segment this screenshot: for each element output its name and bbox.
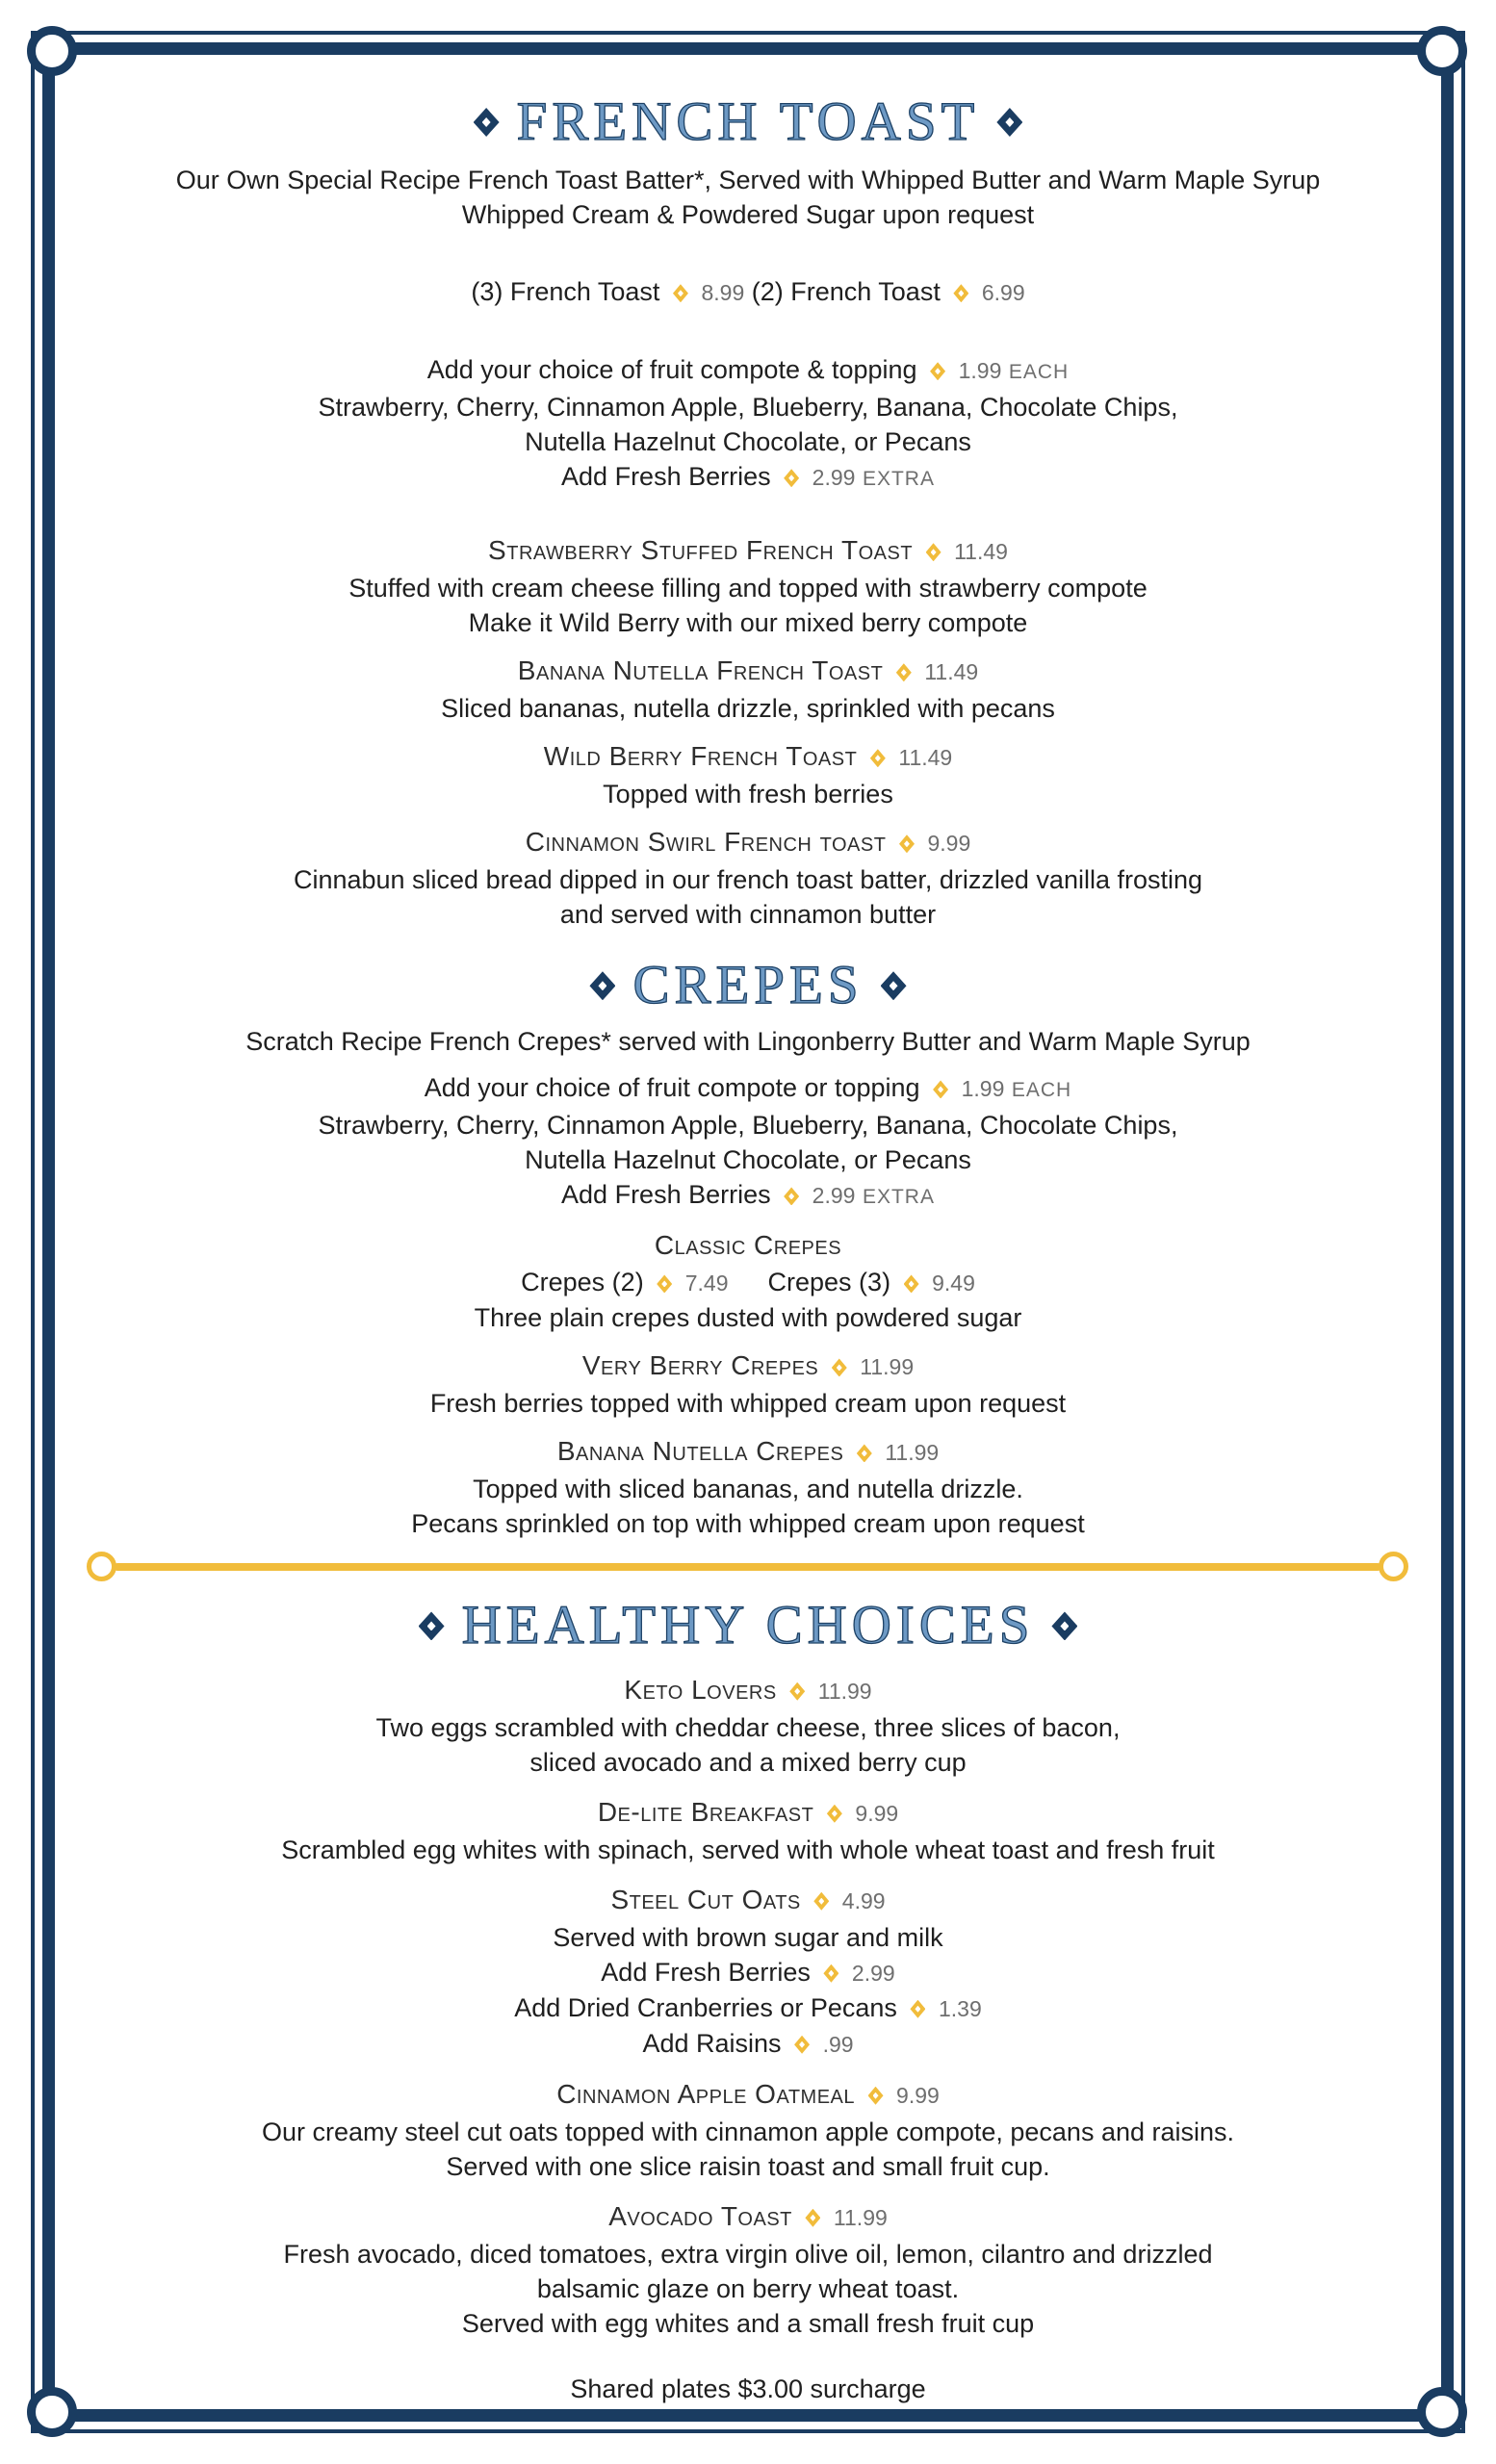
- price-diamond-icon: [823, 1964, 838, 1983]
- menu-item-name: Cinnamon Apple Oatmeal: [556, 2078, 855, 2109]
- price-diamond-icon: [784, 1187, 799, 1205]
- price-diamond-icon: [827, 1805, 842, 1823]
- menu-item-name: Steel Cut Oats: [610, 1884, 801, 1914]
- menu-line: [58, 1506, 1438, 1541]
- menu-text: Fresh berries topped with whipped cream upon request: [429, 1389, 1067, 1419]
- section-title: CREPES: [632, 955, 864, 1016]
- price-value: 11.49: [924, 659, 979, 685]
- menu-block-intro: [58, 163, 1438, 232]
- menu-text: (2) French Toast: [751, 277, 941, 307]
- menu-text: Pecans sprinkled on top with whipped cream upon request: [411, 1509, 1085, 1539]
- price-diamond-icon: [657, 1274, 672, 1293]
- price-value: 11.99: [817, 1678, 872, 1704]
- section-title-row: [58, 955, 1438, 1016]
- price-qualifier: EXTRA: [862, 1186, 935, 1209]
- corner-ring-icon: [27, 2387, 77, 2437]
- price-value: 1.39: [938, 1995, 982, 2021]
- menu-text: Add Fresh Berries: [601, 1957, 811, 1987]
- corner-ring-icon: [1417, 26, 1467, 76]
- price-diamond-icon: [896, 663, 912, 681]
- price-diamond-icon: [784, 469, 799, 487]
- menu-text: Crepes (2): [521, 1268, 644, 1297]
- item-name-line: [58, 2075, 1438, 2115]
- menu-item: [58, 2075, 1438, 2184]
- menu-block-priceline: [58, 274, 1438, 310]
- menu-text: Three plain crepes dusted with powdered sugar: [474, 1303, 1022, 1333]
- menu-text: and served with cinnamon butter: [559, 900, 937, 930]
- menu-line: [58, 424, 1438, 459]
- menu-text: Cinnabun sliced bread dipped in our french toast batter, drizzled vanilla frosting: [293, 865, 1203, 895]
- menu-text: Add Fresh Berries: [561, 1180, 771, 1210]
- menu-item: [58, 1881, 1438, 2062]
- price-value: 9.99: [855, 1800, 899, 1826]
- menu-line: [58, 2237, 1438, 2272]
- price-value: 2.99: [812, 465, 856, 491]
- price-value: 11.99: [833, 2204, 888, 2230]
- price-value: 7.49: [684, 1270, 729, 1296]
- price-value: 11.49: [954, 539, 1008, 565]
- menu-text: Our creamy steel cut oats topped with cinnamon apple compote, pecans and raisins.: [261, 2117, 1235, 2146]
- divider-ring-icon: [87, 1552, 116, 1581]
- section-crepes: [58, 955, 1438, 1541]
- price-diamond-icon: [870, 749, 886, 767]
- menu-text: Strawberry, Cherry, Cinnamon Apple, Blueberry, Banana, Chocolate Chips,: [318, 393, 1178, 423]
- menu-item-name: Keto Lovers: [624, 1674, 777, 1705]
- price-diamond-icon: [930, 362, 945, 380]
- menu-text: (3) French Toast: [471, 277, 660, 307]
- section-diamond-icon: [419, 1611, 445, 1640]
- corner-ring-icon: [27, 26, 77, 76]
- menu-text: Served with egg whites and a small fresh fruit cup: [461, 2308, 1035, 2338]
- menu-line: [58, 1142, 1438, 1177]
- menu-item-name: Strawberry Stuffed French Toast: [488, 535, 914, 566]
- section-diamond-icon: [881, 971, 907, 1000]
- item-name-line: [58, 1793, 1438, 1833]
- menu-item-name: Classic Crepes: [654, 1230, 842, 1261]
- menu-item-name: Cinnamon Swirl French toast: [525, 827, 887, 858]
- menu-text: Crepes (3): [767, 1268, 891, 1297]
- menu-line: [58, 2026, 1438, 2062]
- menu-text: Stuffed with cream cheese filling and topped with strawberry compote: [348, 574, 1148, 603]
- menu-item-name: Wild Berry French Toast: [543, 741, 858, 772]
- menu-line: [58, 605, 1438, 640]
- section-french: [58, 91, 1438, 932]
- price-value: 11.99: [860, 1354, 915, 1380]
- corner-ring-icon: [1417, 2387, 1467, 2437]
- menu-text: Add Fresh Berries: [561, 462, 771, 492]
- menu-text: Served with brown sugar and milk: [553, 1922, 943, 1952]
- price-diamond-icon: [805, 2209, 820, 2227]
- menu-line: [58, 1710, 1438, 1745]
- menu-text: Two eggs scrambled with cheddar cheese, three slices of bacon,: [375, 1712, 1121, 1742]
- menu-line: [58, 1070, 1438, 1108]
- footer-note: Shared plates $3.00 surcharge: [570, 2374, 926, 2403]
- menu-item: [58, 1226, 1438, 1335]
- menu-block-addons: [58, 352, 1438, 497]
- menu-line: [58, 1955, 1438, 1990]
- price-value: 1.99: [961, 1076, 1005, 1102]
- price-diamond-icon: [832, 1358, 847, 1376]
- menu-line: [58, 1300, 1438, 1335]
- item-name-line: [58, 652, 1438, 691]
- menu-line: [58, 352, 1438, 390]
- price-diamond-icon: [857, 1444, 872, 1462]
- section-title-row: [58, 1595, 1438, 1656]
- section-title: FRENCH TOAST: [516, 91, 980, 152]
- item-name-line: [58, 1432, 1438, 1472]
- price-value: 8.99: [701, 280, 745, 306]
- menu-item-name: Banana Nutella Crepes: [556, 1436, 844, 1467]
- menu-line: [58, 390, 1438, 424]
- menu-item-name: Very Berry Crepes: [581, 1350, 819, 1381]
- menu-item: [58, 531, 1438, 640]
- menu-line: [58, 2149, 1438, 2184]
- price-diamond-icon: [899, 834, 915, 853]
- menu-text: Whipped Cream & Powdered Sugar upon request: [461, 200, 1035, 230]
- price-value: 2.99: [851, 1960, 895, 1986]
- menu-text: Nutella Hazelnut Chocolate, or Pecans: [525, 427, 971, 457]
- menu-line: [58, 1177, 1438, 1215]
- menu-text: Scratch Recipe French Crepes* served with Lingonberry Butter and Warm Maple Syrup: [245, 1027, 1251, 1057]
- menu-text: sliced avocado and a mixed berry cup: [529, 1747, 967, 1777]
- menu-content: [58, 55, 1438, 2409]
- menu-text: Topped with fresh berries: [603, 780, 893, 809]
- menu-item: [58, 1671, 1438, 1780]
- menu-item: [58, 1347, 1438, 1421]
- menu-line: [58, 2272, 1438, 2306]
- menu-text: Our Own Special Recipe French Toast Batter*, Served with Whipped Butter and Warm Maple Syrup: [175, 166, 1321, 195]
- item-name-line: [58, 1226, 1438, 1265]
- menu-item: [58, 652, 1438, 726]
- menu-line: [58, 777, 1438, 811]
- menu-item-name: De-lite Breakfast: [597, 1796, 814, 1827]
- price-diamond-icon: [910, 2000, 925, 2018]
- price-diamond-icon: [926, 543, 941, 561]
- menu-line: [58, 274, 1438, 310]
- menu-line: [58, 1265, 1438, 1300]
- price-diamond-icon: [953, 284, 968, 302]
- menu-text: Nutella Hazelnut Chocolate, or Pecans: [525, 1145, 971, 1175]
- menu-line: [58, 862, 1438, 897]
- menu-item: [58, 1432, 1438, 1541]
- price-qualifier: EXTRA: [862, 468, 935, 491]
- menu-text: Scrambled egg whites with spinach, served with whole wheat toast and fresh fruit: [281, 1835, 1215, 1864]
- gold-divider: [58, 1551, 1438, 1583]
- menu-item-name: Banana Nutella French Toast: [517, 655, 884, 686]
- price-diamond-icon: [794, 2036, 810, 2054]
- menu-text: Topped with sliced bananas, and nutella drizzle.: [473, 1475, 1023, 1504]
- menu-line: [58, 163, 1438, 197]
- section-diamond-icon: [996, 108, 1022, 137]
- item-name-line: [58, 737, 1438, 777]
- menu-line: [58, 1024, 1438, 1059]
- divider-line: [114, 1563, 1381, 1571]
- menu-text: Add Dried Cranberries or Pecans: [514, 1992, 897, 2022]
- menu-item: [58, 823, 1438, 932]
- item-name-line: [58, 1347, 1438, 1386]
- item-name-line: [58, 1671, 1438, 1710]
- price-diamond-icon: [789, 1682, 805, 1701]
- menu-block-addons: [58, 1070, 1438, 1215]
- menu-text: balsamic glaze on berry wheat toast.: [536, 2273, 960, 2303]
- section-title-row: [58, 91, 1438, 153]
- section-diamond-icon: [1051, 1611, 1077, 1640]
- price-value: 9.49: [932, 1270, 975, 1296]
- menu-text: Add Raisins: [642, 2028, 782, 2058]
- price-value: .99: [822, 2031, 854, 2057]
- price-value: 2.99: [812, 1183, 856, 1209]
- menu-line: [58, 1108, 1438, 1142]
- price-diamond-icon: [904, 1274, 919, 1293]
- menu-item-name: Avocado Toast: [608, 2200, 792, 2231]
- section-diamond-icon: [589, 971, 615, 1000]
- price-value: 1.99: [958, 358, 1002, 384]
- menu-line: [58, 1920, 1438, 1955]
- menu-block-intro: [58, 1024, 1438, 1059]
- item-name-line: [58, 823, 1438, 862]
- menu-text: Served with one slice raisin toast and small fruit cup.: [446, 2151, 1050, 2181]
- price-diamond-icon: [933, 1080, 948, 1098]
- item-name-line: [58, 531, 1438, 571]
- price-value: 11.49: [898, 745, 953, 771]
- price-value: 4.99: [841, 1887, 886, 1913]
- menu-line: [58, 897, 1438, 932]
- menu-item: [58, 1793, 1438, 1867]
- menu-line: [58, 1472, 1438, 1506]
- price-qualifier: EACH: [1011, 1079, 1072, 1102]
- menu-line: [58, 2306, 1438, 2341]
- menu-line: [58, 2115, 1438, 2149]
- menu-line: [58, 459, 1438, 497]
- menu-item: [58, 2197, 1438, 2341]
- menu-line: [58, 1386, 1438, 1421]
- menu-line: [58, 1833, 1438, 1867]
- menu-line: [58, 571, 1438, 605]
- menu-line: [58, 1745, 1438, 1780]
- price-value: 11.99: [885, 1440, 940, 1466]
- menu-text: Strawberry, Cherry, Cinnamon Apple, Blueberry, Banana, Chocolate Chips,: [318, 1111, 1178, 1141]
- price-value: 9.99: [927, 831, 971, 857]
- section-healthy: [58, 1595, 1438, 2340]
- menu-text: Make it Wild Berry with our mixed berry compote: [468, 608, 1028, 638]
- price-diamond-icon: [813, 1892, 829, 1911]
- section-diamond-icon: [474, 108, 500, 137]
- menu-text: Sliced bananas, nutella drizzle, sprinkled with pecans: [441, 694, 1055, 724]
- menu-text: Add your choice of fruit compote & topping: [426, 355, 917, 385]
- section-title: HEALTHY CHOICES: [461, 1595, 1035, 1656]
- menu-item: [58, 737, 1438, 811]
- menu-text: Fresh avocado, diced tomatoes, extra virgin olive oil, lemon, cilantro and drizzled: [283, 2239, 1213, 2269]
- price-value: 9.99: [896, 2082, 940, 2108]
- price-diamond-icon: [673, 284, 688, 302]
- item-name-line: [58, 1881, 1438, 1920]
- price-diamond-icon: [868, 2087, 884, 2105]
- price-qualifier: EACH: [1008, 361, 1070, 384]
- menu-line: [58, 197, 1438, 232]
- item-name-line: [58, 2197, 1438, 2237]
- menu-line: [58, 691, 1438, 726]
- price-value: 6.99: [981, 280, 1025, 306]
- divider-ring-icon: [1379, 1552, 1408, 1581]
- menu-line: [58, 1990, 1438, 2026]
- menu-text: Add your choice of fruit compote or topping: [424, 1073, 920, 1103]
